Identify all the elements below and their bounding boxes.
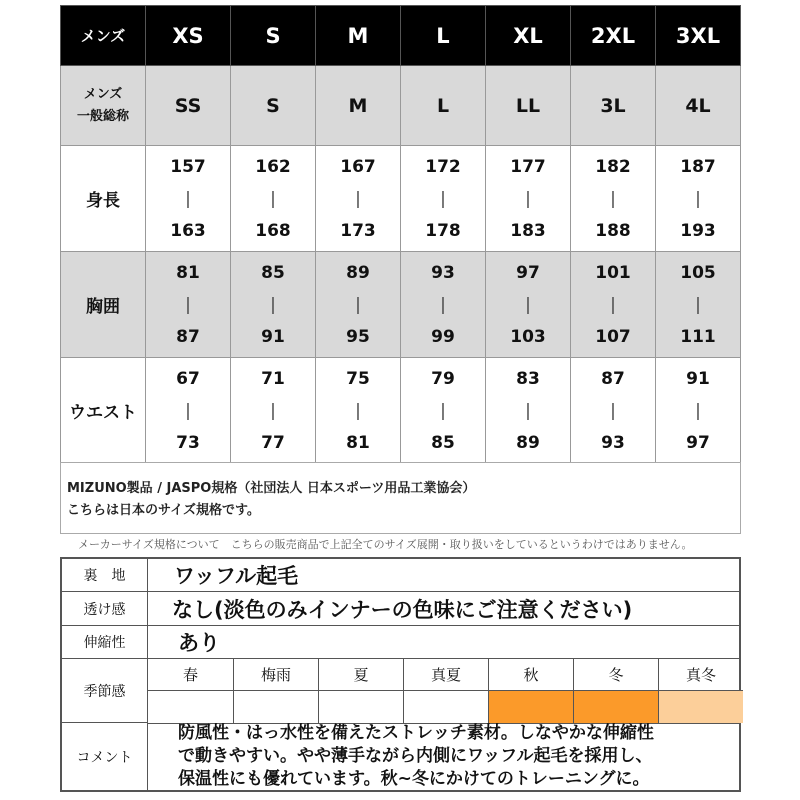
- range-separator: |: [610, 188, 616, 209]
- range-min: 182: [595, 156, 631, 177]
- season-cell: [148, 659, 233, 723]
- season-name: 真夏: [404, 659, 488, 691]
- note-line-1: MIZUNO製品 / JASPO規格（社団法人 日本スポーツ用品工業協会）: [67, 481, 476, 496]
- header-label: メンズ: [61, 6, 146, 66]
- range-min: 85: [261, 262, 285, 283]
- stretch-value: あり: [148, 626, 739, 659]
- measure-range-cell: [571, 358, 656, 464]
- season-cell: [658, 659, 743, 723]
- measure-range-cell: [486, 252, 571, 358]
- season-cell: [573, 659, 658, 723]
- measure-label: ウエスト: [61, 358, 146, 464]
- range-max: 111: [680, 326, 716, 347]
- measure-range-cell: [316, 146, 401, 252]
- size-m: M: [316, 6, 401, 66]
- range-max: 178: [425, 220, 461, 241]
- range-separator: |: [185, 294, 191, 315]
- size-s: S: [231, 6, 316, 66]
- season-indicator: [148, 691, 233, 723]
- lining-value: ワッフル起毛: [148, 559, 739, 592]
- range-separator: |: [525, 188, 531, 209]
- standard-note: [60, 462, 741, 534]
- range-max: 107: [595, 326, 631, 347]
- range-min: 67: [176, 368, 200, 389]
- range-min: 87: [601, 368, 625, 389]
- measure-range-cell: [316, 358, 401, 464]
- general-label-line1: メンズ: [83, 86, 123, 102]
- season-cell: [318, 659, 403, 723]
- measure-range-cell: [486, 358, 571, 464]
- season-indicator: [404, 691, 488, 723]
- range-max: 77: [261, 432, 285, 453]
- range-min: 79: [431, 368, 455, 389]
- season-name: 梅雨: [234, 659, 318, 691]
- size-2xl: 2XL: [571, 6, 656, 66]
- season-indicator: [319, 691, 403, 723]
- size-chart-table: [60, 5, 741, 464]
- range-min: 105: [680, 262, 716, 283]
- comment-label: コメント: [62, 723, 148, 790]
- range-max: 173: [340, 220, 376, 241]
- measure-label: 身長: [61, 146, 146, 252]
- range-min: 101: [595, 262, 631, 283]
- measure-range-cell: [146, 252, 231, 358]
- range-max: 91: [261, 326, 285, 347]
- range-min: 81: [176, 262, 200, 283]
- measure-range-cell: [401, 146, 486, 252]
- measure-range-cell: [656, 252, 741, 358]
- season-indicator-active: [659, 691, 743, 723]
- range-max: 81: [346, 432, 370, 453]
- size-header-row: [61, 6, 741, 66]
- measure-range-cell: [571, 252, 656, 358]
- range-max: 93: [601, 432, 625, 453]
- measure-range-cell: [316, 252, 401, 358]
- range-max: 85: [431, 432, 455, 453]
- range-min: 172: [425, 156, 461, 177]
- range-min: 167: [340, 156, 376, 177]
- season-name: 春: [148, 659, 233, 691]
- measure-range-cell: [231, 252, 316, 358]
- range-min: 75: [346, 368, 370, 389]
- range-min: 93: [431, 262, 455, 283]
- measure-range-cell: [401, 358, 486, 464]
- range-max: 87: [176, 326, 200, 347]
- season-name: 夏: [319, 659, 403, 691]
- range-max: 97: [686, 432, 710, 453]
- measure-range-cell: [656, 146, 741, 252]
- general-size: 4L: [656, 66, 741, 146]
- general-size: S: [231, 66, 316, 146]
- measure-range-cell: [571, 146, 656, 252]
- range-min: 91: [686, 368, 710, 389]
- range-separator: |: [355, 294, 361, 315]
- range-min: 177: [510, 156, 546, 177]
- size-l: L: [401, 6, 486, 66]
- note-line-2: こちらは日本のサイズ規格です。: [67, 503, 260, 518]
- general-size-row: [61, 66, 741, 146]
- disclaimer-text: メーカーサイズ規格について こちらの販売商品で上記全てのサイズ展開・取り扱いをしているというわけではありません。: [78, 538, 693, 551]
- general-size: SS: [146, 66, 231, 146]
- range-max: 168: [255, 220, 291, 241]
- season-cell: [233, 659, 318, 723]
- stretch-label: 伸縮性: [62, 626, 148, 659]
- range-separator: |: [525, 400, 531, 421]
- range-separator: |: [270, 188, 276, 209]
- range-min: 97: [516, 262, 540, 283]
- range-max: 188: [595, 220, 631, 241]
- season-indicator-active: [574, 691, 658, 723]
- range-max: 183: [510, 220, 546, 241]
- sheer-label: 透け感: [62, 592, 148, 626]
- measure-range-cell: [486, 146, 571, 252]
- range-max: 89: [516, 432, 540, 453]
- measure-range-cell: [401, 252, 486, 358]
- range-max: 193: [680, 220, 716, 241]
- size-xl: XL: [486, 6, 571, 66]
- general-size: 3L: [571, 66, 656, 146]
- general-size: LL: [486, 66, 571, 146]
- chest-row: [61, 252, 741, 358]
- range-min: 71: [261, 368, 285, 389]
- range-separator: |: [525, 294, 531, 315]
- comment-line: 保温性にも優れています。秋~冬にかけてのトレーニングに。: [178, 769, 650, 789]
- range-separator: |: [695, 400, 701, 421]
- sheer-value: なし(淡色のみインナーの色味にご注意ください): [148, 592, 739, 626]
- range-max: 99: [431, 326, 455, 347]
- range-separator: |: [610, 294, 616, 315]
- range-max: 163: [170, 220, 206, 241]
- height-row: [61, 146, 741, 252]
- range-max: 73: [176, 432, 200, 453]
- range-min: 187: [680, 156, 716, 177]
- season-label: 季節感: [62, 659, 148, 723]
- range-separator: |: [695, 294, 701, 315]
- size-xs: XS: [146, 6, 231, 66]
- product-properties: [60, 557, 741, 792]
- range-separator: |: [440, 294, 446, 315]
- range-separator: |: [270, 294, 276, 315]
- measure-range-cell: [231, 146, 316, 252]
- range-separator: |: [440, 400, 446, 421]
- range-separator: |: [185, 400, 191, 421]
- range-separator: |: [695, 188, 701, 209]
- range-separator: |: [440, 188, 446, 209]
- comment-line: で動きやすい。やや薄手ながら内側にワッフル起毛を採用し、: [178, 746, 653, 766]
- range-min: 162: [255, 156, 291, 177]
- season-name: 真冬: [659, 659, 743, 691]
- range-separator: |: [270, 400, 276, 421]
- general-size: M: [316, 66, 401, 146]
- lining-label: 裏 地: [62, 559, 148, 592]
- range-separator: |: [185, 188, 191, 209]
- season-name: 秋: [489, 659, 573, 691]
- waist-row: [61, 358, 741, 464]
- range-max: 103: [510, 326, 546, 347]
- season-indicator-active: [489, 691, 573, 723]
- measure-range-cell: [146, 358, 231, 464]
- general-size: L: [401, 66, 486, 146]
- range-min: 157: [170, 156, 206, 177]
- measure-label: 胸囲: [61, 252, 146, 358]
- season-name: 冬: [574, 659, 658, 691]
- general-label: [61, 66, 146, 146]
- measure-range-cell: [146, 146, 231, 252]
- season-indicator: [234, 691, 318, 723]
- comment-text: [148, 723, 739, 790]
- range-separator: |: [355, 400, 361, 421]
- general-label-line2: 一般総称: [76, 108, 129, 124]
- range-min: 83: [516, 368, 540, 389]
- comment-line: 防風性・はっ水性を備えたストレッチ素材。しなやかな伸縮性: [178, 723, 654, 743]
- size-3xl: 3XL: [656, 6, 741, 66]
- range-min: 89: [346, 262, 370, 283]
- measure-range-cell: [656, 358, 741, 464]
- measure-range-cell: [231, 358, 316, 464]
- range-max: 95: [346, 326, 370, 347]
- season-cell: [488, 659, 573, 723]
- range-separator: |: [610, 400, 616, 421]
- range-separator: |: [355, 188, 361, 209]
- season-cell: [403, 659, 488, 723]
- season-grid: [148, 659, 739, 724]
